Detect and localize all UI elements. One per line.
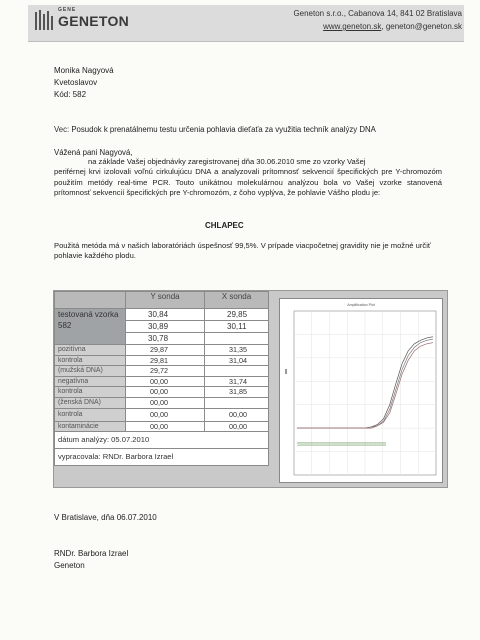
test-x-1: 29,85 [205,309,269,321]
test-x-3 [205,333,269,345]
recipient-name: Monika Nagyová [54,66,114,75]
recipient-city: Kvetoslavov [54,78,98,87]
pos-x-2: 31,04 [205,355,269,366]
chart-title: Amplification Plot [347,303,375,307]
company-address: Geneton s.r.o., Cabanova 14, 841 02 Bratislava [293,9,462,18]
analysis-date: dátum analýzy: 05.07.2010 [55,432,269,449]
recipient-code: Kód: 582 [54,90,87,99]
col-header-y: Y sonda [126,292,205,309]
website-link[interactable]: www.geneton.sk [323,22,382,31]
cont-y-2: 00,00 [126,421,205,432]
logo-small-text: GENE [58,7,77,13]
neg-y-3: 00,00 [126,397,205,408]
method-paragraph: Použitá metóda má v našich laboratóriách úspešnosť 99,5%. V prípade viacpočetnej gravidity nie je možné určiť pohlavie každého plodu. [54,241,431,261]
neg-label-3: (ženská DNA) [55,397,126,408]
neg-x-2: 31,85 [205,387,269,398]
prepared-by: vypracovala: RNDr. Barbora Izrael [55,449,269,466]
pos-y-2: 29,81 [126,355,205,366]
logo-wordmark: GENETON [58,13,130,29]
results-table [54,291,269,466]
body-paragraph [54,157,442,198]
test-y-2: 30,89 [126,321,205,333]
pos-y-3: 29,72 [126,366,205,377]
pos-x-1: 31,35 [205,345,269,356]
body-rest: periférnej krvi izolovali voľnú cirkulujúcu DNA a analyzovali prítomnosť sekvencií špecifických pre Y-chromozóm použitím metódy real-time PCR. Touto unikátnou molekulárnou analýzou bola vo Vašej vzorke stanovená prítomnosť sekvencií špecifických pre Y-chromozóm, z čoho vyplýva, že pohlavie Vášho plodu je: [54,167,442,197]
results-panel [53,290,448,488]
header-empty [55,292,126,309]
pos-x-3 [205,366,269,377]
cont-y-1: 00,00 [126,408,205,421]
amplification-chart [279,298,443,483]
neg-y-2: 00,00 [126,387,205,398]
neg-x-3 [205,397,269,408]
col-header-x: X sonda [205,292,269,309]
pos-label-3: (mužská DNA) [55,366,126,377]
geneton-logo-icon [34,8,54,32]
test-y-3: 30,78 [126,333,205,345]
email-text: geneton@geneton.sk [385,22,462,31]
signer-company: Geneton [54,561,85,570]
row-label-test-sample: testovaná vzorka 582 [55,309,126,345]
pos-y-1: 29,87 [126,345,205,356]
neg-label-1: negatívna [55,376,126,387]
cont-x-1: 00,00 [205,408,269,421]
test-y-1: 30,84 [126,309,205,321]
place-date: V Bratislave, dňa 06.07.2010 [54,513,157,522]
cont-label-2: kontaminácie [55,421,126,432]
neg-label-2: kontrola [55,387,126,398]
test-x-2: 30,11 [205,321,269,333]
contact-separator: , [381,22,386,31]
subject-text: Posudok k prenatálnemu testu určenia pohlavia dieťaťa za využitia techník analýzy DNA [71,125,376,134]
contact-line [323,22,462,31]
signer-name: RNDr. Barbora Izrael [54,549,129,558]
neg-x-1: 31,74 [205,376,269,387]
cont-label-1: kontrola [55,408,126,421]
subject-line [54,125,376,134]
pos-label-2: kontrola [55,355,126,366]
chart-background [280,299,442,482]
pos-label-1: pozitívna [55,345,126,356]
y-axis-label-mark [285,369,287,374]
body-first-line: na základe Vašej objednávky zaregistrovanej dňa 30.06.2010 sme zo vzorky Vašej [88,157,366,166]
neg-y-1: 00,00 [126,376,205,387]
subject-label: Vec: [54,125,70,134]
result-sex: CHLAPEC [205,221,244,230]
greeting: Vážená pani Nagyová, [54,148,133,157]
cont-x-2: 00,00 [205,421,269,432]
